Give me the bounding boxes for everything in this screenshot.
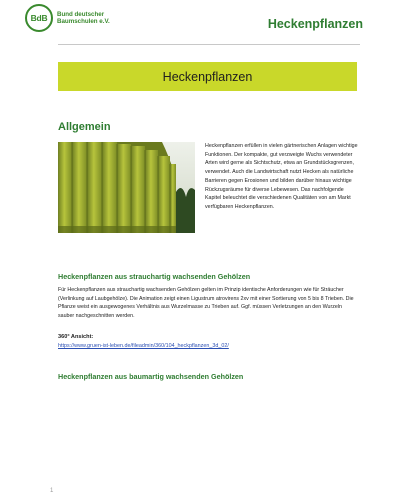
logo-line-1: Bund deutscher	[57, 11, 105, 18]
heading-strauchartig: Heckenpflanzen aus strauchartig wachsenden Gehölzen	[58, 272, 251, 281]
title-banner	[58, 62, 357, 91]
intro-paragraph: Heckenpflanzen erfüllen in vielen gärtnerischen Anlagen wichtige Funktionen. Der kompakte, gut verzweigte Wuchs verwendeter Arten wird gerne als Sichtschutz, etwa an Grundstücksgrenzen, verwendet. Auch die Landwirtschaft nutzt Hecken als natürliche Barrieren gegen Erosionen und bilden darüber hinaus wichtige Rückzugsräume für diverse Lebewesen. Das nachfolgende Kapitel beleuchtet die verschiedenen Qualitäten von am Markt verfügbaren Heckenpflanzen.	[205, 143, 358, 210]
heading-baumartig: Heckenpflanzen aus baumartig wachsenden Gehölzen	[58, 372, 244, 381]
logo-line-2: Baumschulen e.V.	[57, 18, 110, 25]
logo-mark: BdB	[25, 4, 53, 32]
hedge-image	[58, 142, 195, 233]
strauch-paragraph: Für Heckenpflanzen aus strauchartig wachsenden Gehölzen gelten im Prinzip identische Anforderungen wie für Sträucher (Verlinkung auf Laubgehölze). Die Animation zeigt einen Ligustrum atrovirens 2xv mit einer Sortierung von 5 bis 8 Trieben. Die Pflanze weist ein ausgewogenes Verhältnis aus Wurzelmasse zu Trieben auf. Ggf. müssen Verletzungen an den Wurzeln sauber nachgeschnitten werden.	[58, 287, 354, 320]
ansicht-label: 360° Ansicht:	[58, 334, 94, 340]
banner-title: Heckenpflanzen	[162, 69, 253, 84]
bdb-logo	[25, 4, 110, 32]
header-title: Heckenpflanzen	[267, 17, 363, 31]
header-divider	[58, 44, 360, 45]
logo-text	[57, 11, 110, 25]
heading-allgemein: Allgemein	[58, 121, 111, 133]
ansicht-link[interactable]: https://www.gruen-ist-leben.de/fileadmin/360/104_heckpflanzen_3d_02/	[58, 343, 229, 349]
hedge-photo	[58, 142, 195, 233]
page-number: 1	[50, 488, 54, 494]
